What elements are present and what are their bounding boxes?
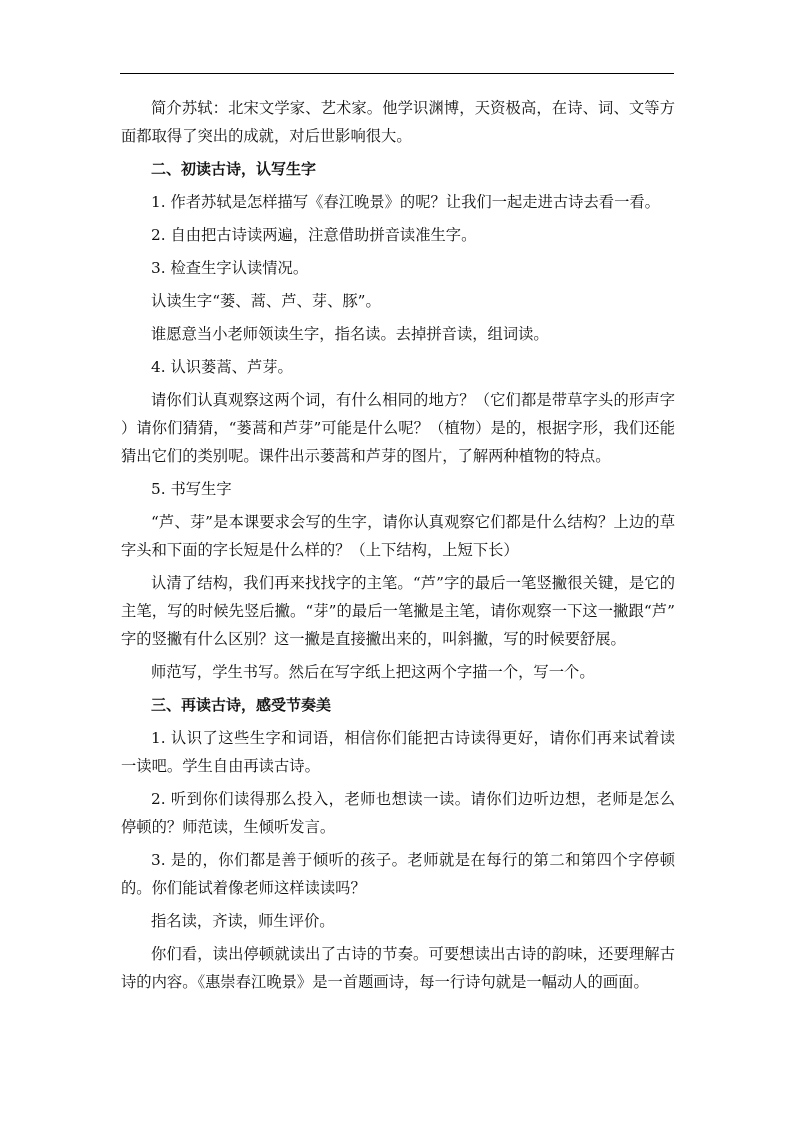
paragraph: 指名读，齐读，师生评价。	[151, 912, 335, 930]
paragraph: 3. 检查生字认读情况。	[151, 259, 309, 277]
paragraph: 师范写，学生书写。然后在写字纸上把这两个字描一个，写一个。	[151, 663, 595, 681]
paragraph: 谁愿意当小老师领读生字，指名读。去掉拼音读，组词读。	[151, 325, 549, 343]
paragraph: 1. 作者苏轼是怎样描写《春江晚景》的呢？让我们一起走进古诗去看一看。	[151, 193, 660, 211]
paragraph-author-intro: 简介苏轼：北宋文学家、艺术家。他学识渊博，天资极高，在诗、词、文等方面都取得了突出的成就，对后世影响很大。	[121, 99, 675, 145]
paragraph: 认清了结构，我们再来找找字的主笔。“芦”字的最后一笔竖撇很关键，是它的主笔，写的时候先竖后撇。“芽”的最后一笔撇是主笔，请你观察一下这一撇跟“芦”字的竖撇有什么区别？这一撇是直接撇出来的，叫斜撇，写的时候要舒展。	[121, 574, 675, 648]
paragraph: 2. 听到你们读得那么投入，老师也想读一读。请你们边听边想，老师是怎么停顿的？师范读，生倾听发言。	[121, 790, 675, 836]
paragraph: 4. 认识蒌蒿、芦芽。	[151, 358, 293, 376]
section-heading-3: 三、再读古诗，感受节奏美	[151, 696, 332, 714]
paragraph: 1. 认识了这些生字和词语，相信你们能把古诗读得更好，请你们再来试着读一读吧。学生自由再读古诗。	[121, 729, 675, 775]
header-rule	[120, 73, 674, 74]
section-heading-2: 二、初读古诗，认写生字	[151, 160, 317, 178]
paragraph: 你们看，读出停顿就读出了古诗的节奏。可要想读出古诗的韵味，还要理解古诗的内容。《惠崇春江晚景》是一首题画诗，每一行诗句就是一幅动人的画面。	[121, 945, 675, 991]
paragraph: “芦、芽”是本课要求会写的生字，请你认真观察它们都是什么结构？上边的草字头和下面的字长短是什么样的？（上下结构，上短下长）	[121, 513, 675, 559]
document-body	[121, 94, 675, 1001]
paragraph: 3. 是的，你们都是善于倾听的孩子。老师就是在每行的第二和第四个字停顿的。你们能试着像老师这样读读吗？	[121, 851, 675, 897]
paragraph: 5. 书写生字	[151, 480, 232, 498]
paragraph: 请你们认真观察这两个词，有什么相同的地方？（它们都是带草字头的形声字）请你们猜猜，“蒌蒿和芦芽”可能是什么呢？（植物）是的，根据字形，我们还能猜出它们的类别呢。课件出示蒌蒿和芦芽的图片，了解两种植物的特点。	[121, 391, 675, 465]
paragraph: 认读生字“蒌、蒿、芦、芽、豚”。	[151, 292, 381, 310]
paragraph: 2. 自由把古诗读两遍，注意借助拼音读准生字。	[151, 226, 477, 244]
